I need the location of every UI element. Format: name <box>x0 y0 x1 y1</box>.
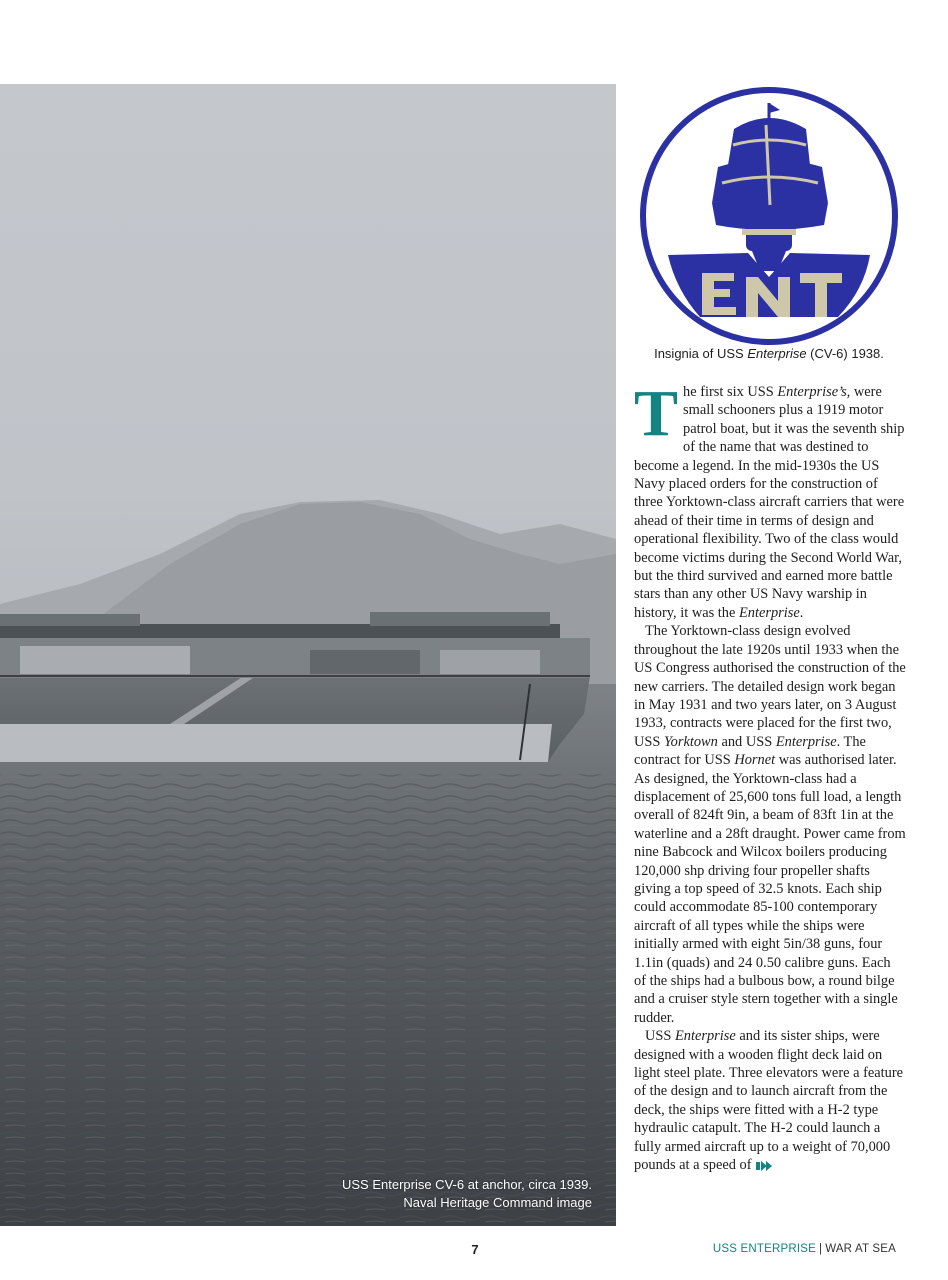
continue-arrow-icon <box>756 1161 772 1171</box>
running-head-separator: | <box>819 1243 823 1255</box>
running-head <box>713 1243 896 1255</box>
drop-cap: T <box>634 377 679 450</box>
running-head-publication: WAR AT SEA <box>825 1243 896 1255</box>
page-number: 7 <box>471 1242 479 1257</box>
photo-caption <box>342 1176 592 1212</box>
enterprise-insignia-emblem <box>638 85 900 347</box>
insignia-caption-text: Insignia of USS <box>654 346 748 361</box>
article-paragraph-1: The first six USS Enterprise’s, were small schooners plus a 1919 motor patrol boat, but it was the seventh ship of the name that was destined to become a legend. In the mid-1930s the US Navy placed orders for the construction of three Yorktown-class aircraft carriers that were ahead of their time in terms of design and operational flexibility. Two of the class would become victims during the Second World War, but the third survived and earned more battle stars than any other US Navy warship in history, it was the Enterprise. <box>634 377 905 621</box>
ship-photo-illustration <box>0 84 616 1226</box>
photo-caption-line-1: USS Enterprise CV-6 at anchor, circa 1939. <box>341 1177 592 1192</box>
article-paragraph-2: The Yorktown-class design evolved throughout the late 1920s until 1933 when the US Congress authorised the construction of the new carriers. The detailed design work began in May 1931 and two years later, on 3 August 1933, contracts were placed for the first two, USS Yorktown and USS Enterprise. The contract for USS Hornet was authorised later. As designed, the Yorktown-class had a displacement of 25,600 tons full load, a length overall of 824ft 9in, a beam of 83ft 1in at the waterline and a 28ft draught. Power came from nine Babcock and Wilcox boilers producing 120,000 shp driving four propeller shafts giving a top speed of 32.5 knots. Each ship could accommodate 85-100 contemporary aircraft of all types while the ships were initially armed with eight 5in/38 guns, four 1.1in (quads) and 24 0.50 calibre guns. Each of the ships had a bulbous bow, a round bilge and a cruiser style stern together with a single rudder. <box>634 623 906 1026</box>
ship-photo <box>0 84 616 1226</box>
article-paragraph-3: USS Enterprise and its sister ships, were designed with a wooden flight deck laid on light steel plate. Three elevators were a feature of the design and to launch aircraft from the deck, the ships were fitted with a H-2 type hydraulic catapult. The H-2 could launch a fully armed aircraft up to a weight of 70,000 pounds at a speed of <box>634 1028 904 1174</box>
article-body <box>634 377 906 1174</box>
insignia-caption <box>634 346 904 361</box>
insignia-caption-ship-name: Enterprise <box>747 346 807 361</box>
insignia-caption-hull-number: (CV-6) 1938. <box>806 346 884 361</box>
photo-caption-credit: Naval Heritage Command image <box>403 1195 592 1210</box>
flight-deck <box>0 624 560 638</box>
running-head-section: USS ENTERPRISE <box>712 1243 816 1255</box>
